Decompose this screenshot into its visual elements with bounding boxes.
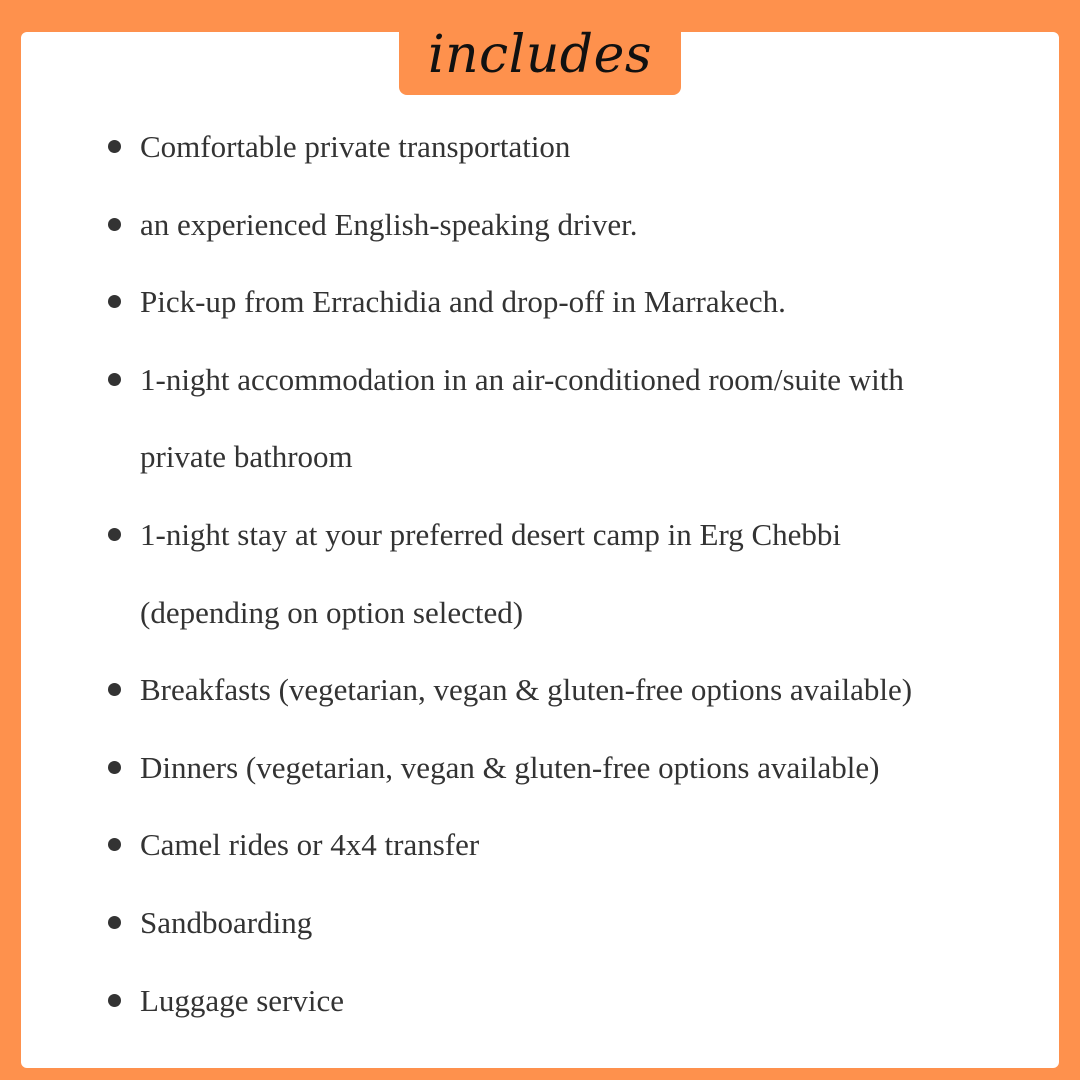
list-item-text: Dinners (vegetarian, vegan & gluten-free options available): [140, 749, 880, 785]
list-item: [0, 496, 1080, 651]
list-item-text: Breakfasts (vegetarian, vegan & gluten-free options available): [140, 672, 913, 708]
list-item: [0, 263, 1080, 341]
list-item: [0, 806, 1080, 884]
list-item: [0, 962, 1080, 1040]
list-item-text: Sandboarding: [140, 904, 313, 940]
bullet-icon: [108, 916, 121, 929]
list-item: [0, 651, 1080, 729]
bullet-icon: [108, 528, 121, 541]
list-item: [0, 884, 1080, 962]
list-item: [0, 186, 1080, 264]
bullet-icon: [108, 761, 121, 774]
list-item-text: Pick-up from Errachidia and drop-off in Marrakech.: [140, 284, 786, 320]
bullet-icon: [108, 838, 121, 851]
list-item-text: an experienced English-speaking driver.: [140, 206, 638, 242]
list-item-text: Camel rides or 4x4 transfer: [140, 827, 480, 863]
list-item-text: Comfortable private transportation: [140, 129, 571, 164]
bullet-icon: [108, 994, 121, 1007]
list-item: [0, 729, 1080, 807]
bullet-icon: [108, 140, 121, 153]
list-item-text: 1-night accommodation in an air-conditioned room/suite with: [140, 361, 904, 397]
list-item-text-continued: private bathroom: [140, 439, 353, 475]
bullet-icon: [108, 683, 121, 696]
list-item-text: Luggage service: [140, 982, 344, 1018]
list-item: [0, 108, 1080, 186]
includes-list: [0, 108, 1080, 1039]
list-item-text-continued: (depending on option selected): [140, 594, 524, 630]
list-item: [0, 341, 1080, 496]
list-item-text: 1-night stay at your preferred desert camp in Erg Chebbi: [140, 516, 842, 552]
bullet-icon: [108, 218, 121, 231]
includes-title: includes: [427, 24, 653, 85]
bullet-icon: [108, 373, 121, 386]
bullet-icon: [108, 295, 121, 308]
includes-header-tab: [399, 20, 681, 95]
